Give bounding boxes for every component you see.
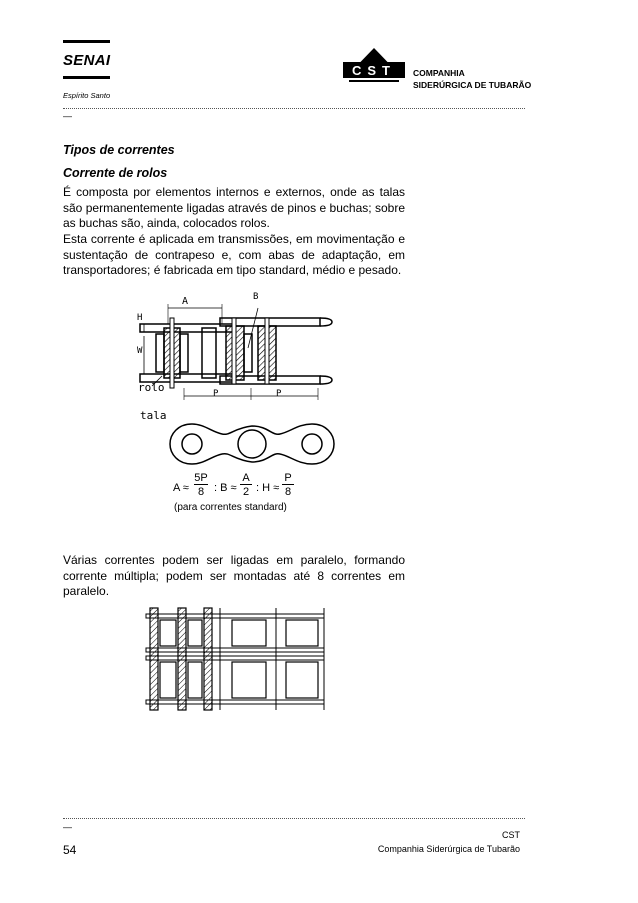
dimension-label-w: W — [137, 346, 143, 356]
formula-b-fraction — [240, 472, 252, 498]
senai-subtitle: Espírito Santo — [63, 91, 111, 100]
footer-rule-tick: — — [63, 822, 72, 832]
formula-h-denominator: 8 — [282, 484, 294, 498]
label-tala: tala — [140, 409, 167, 422]
senai-logo-bar-bottom — [63, 76, 110, 79]
chain-plate-outline — [168, 420, 336, 468]
cst-logo-icon — [343, 48, 405, 84]
formula-a-denominator: 8 — [194, 484, 208, 498]
company-name-line1: COMPANHIA — [413, 68, 465, 78]
senai-logo-bar-top — [63, 40, 110, 43]
senai-logo: SENAI — [63, 52, 111, 69]
label-rolo: rolo — [138, 381, 165, 394]
section-title: Tipos de correntes — [63, 143, 175, 157]
pitch-label-1: P — [213, 389, 219, 399]
footer-company-name: Companhia Siderúrgica de Tubarão — [377, 844, 520, 854]
footer-rule — [63, 818, 525, 819]
formula-b-numerator: A — [242, 472, 250, 484]
formula-b-lhs: : B ≈ — [214, 482, 237, 494]
subsection-title: Corrente de rolos — [63, 166, 168, 180]
formula-h-numerator: P — [284, 472, 292, 484]
header-rule — [63, 108, 525, 109]
dimension-label-h: H — [137, 313, 143, 323]
header-rule-tick: — — [63, 111, 72, 121]
formula-a-lhs: A ≈ — [173, 482, 189, 494]
paragraph-multiple-chains: Várias correntes podem ser ligadas em paralelo, formando corrente múltipla; podem ser montadas até 8 correntes em paralelo. — [63, 553, 405, 598]
svg-text:CST: CST — [352, 63, 396, 78]
page-number: 54 — [63, 843, 77, 857]
roller-chain-section-diagram — [122, 288, 342, 413]
formula-h-fraction — [282, 472, 294, 498]
dimension-label-b: B — [253, 292, 259, 302]
formula-h-lhs: : H ≈ — [256, 482, 280, 494]
dimension-label-a: A — [182, 296, 189, 307]
footer-cst: CST — [502, 830, 520, 840]
paragraph-applications: Esta corrente é aplicada em transmissões, em movimentação e sustentação de contrapeso e, com abas de adaptação, em transportadores; é fabricada em tipo standard, médio e pesado. — [63, 232, 405, 277]
formula-caption: (para correntes standard) — [174, 502, 287, 513]
company-name-line2: SIDERÚRGICA DE TUBARÃO — [413, 80, 532, 90]
formula-b-denominator: 2 — [240, 484, 252, 498]
formula-a-numerator: 5P — [194, 472, 208, 484]
formula-a-fraction — [194, 472, 208, 498]
multiple-strand-chain-diagram — [140, 604, 330, 714]
pitch-label-2: P — [276, 389, 282, 399]
paragraph-description: É composta por elementos internos e externos, onde as talas são permanentemente ligadas através de pinos e buchas; sobre as buchas são, ainda, colocados rolos. — [63, 185, 405, 230]
